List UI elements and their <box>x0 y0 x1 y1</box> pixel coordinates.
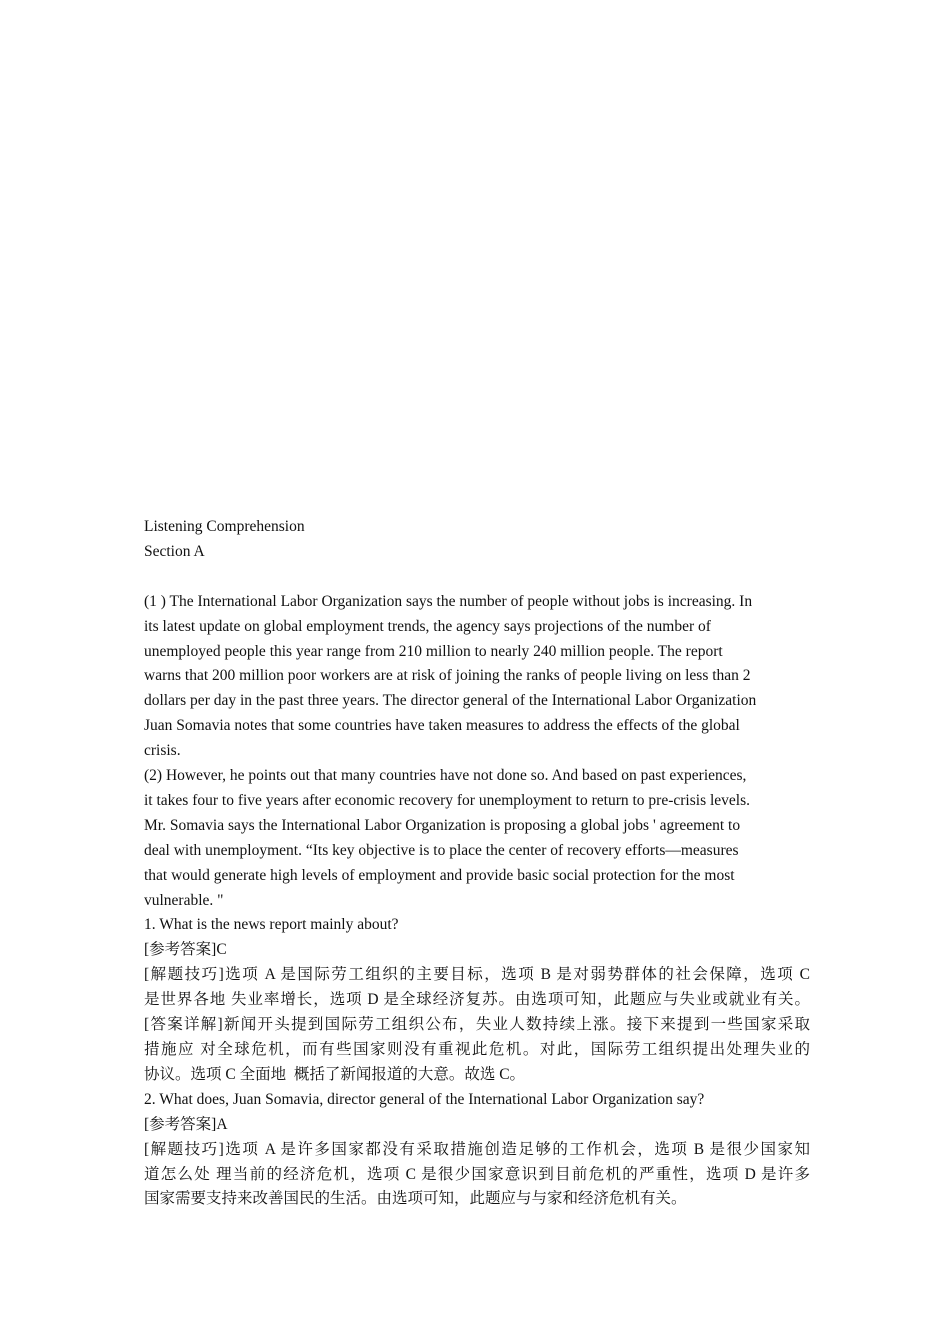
passage-line: warns that 200 million poor workers are at risk of joining the ranks of people living on less than 2 <box>144 667 751 685</box>
solving-tip-line: [解题技巧]选项 A 是国际劳工组织的主要目标，选项 B 是对弱势群体的社会保障，选项 C <box>144 966 810 984</box>
reference-answer: [参考答案]A <box>144 1115 228 1133</box>
passage-line: Mr. Somavia says the International Labor Organization is proposing a global jobs ' agreement to <box>144 816 741 834</box>
passage-line: it takes four to five years after economic recovery for unemployment to return to pre-crisis levels. <box>144 791 750 809</box>
passage-line: crisis. <box>144 742 181 760</box>
solving-tip-line: 国家需要支持来改善国民的生活。由选项可知，此题应与与家和经济危机有关。 <box>144 1190 687 1208</box>
blank-line <box>144 565 810 590</box>
document-title: Listening Comprehension <box>144 518 305 535</box>
answer-explanation-line: 协议。选项 C 全面地 概括了新闻报道的大意。故选 C。 <box>144 1065 526 1083</box>
passage-line: that would generate high levels of employment and provide basic social protection for the most <box>144 866 735 884</box>
passage-line: deal with unemployment. “Its key objective is to place the center of recovery efforts—measures <box>144 841 739 859</box>
passage-line: (2) However, he points out that many countries have not done so. And based on past experiences, <box>144 767 747 785</box>
passage-line: dollars per day in the past three years. The director general of the International Labor Organization <box>144 692 757 710</box>
passage-line: (1 ) The International Labor Organization says the number of people without jobs is increasing. In <box>144 592 753 610</box>
passage-line: vulnerable. " <box>144 891 224 909</box>
reference-answer: [参考答案]C <box>144 941 227 959</box>
solving-tip-line: [解题技巧]选项 A 是许多国家都没有采取措施创造足够的工作机会，选项 B 是很少国家知 <box>144 1140 810 1158</box>
question-block-2 <box>144 1088 810 1213</box>
question-text: 2. What does, Juan Somavia, director general of the International Labor Organization say? <box>144 1090 705 1108</box>
question-text: 1. What is the news report mainly about? <box>144 916 399 934</box>
passage <box>144 590 810 914</box>
solving-tip-line: 道怎么处 理当前的经济危机，选项 C 是很少国家意识到目前危机的严重性，选项 D 是许多 <box>144 1165 810 1183</box>
passage-line: its latest update on global employment trends, the agency says projections of the number of <box>144 617 711 635</box>
document-body <box>144 515 810 1212</box>
solving-tip-line: 是世界各地 失业率增长，选项 D 是全球经济复苏。由选项可知，此题应与失业或就业有关。 <box>144 991 810 1009</box>
answer-explanation-line: [答案详解]新闻开头提到国际劳工组织公布，失业人数持续上涨。接下来提到一些国家采取 <box>144 1016 810 1034</box>
answer-explanation-line: 措施应 对全球危机，而有些国家则没有重视此危机。对此，国际劳工组织提出处理失业的 <box>144 1041 810 1059</box>
question-block-1 <box>144 913 810 1087</box>
passage-line: Juan Somavia notes that some countries have taken measures to address the effects of the global <box>144 717 740 735</box>
section-heading: Section A <box>144 542 205 560</box>
passage-line: unemployed people this year range from 210 million to nearly 240 million people. The report <box>144 642 723 660</box>
